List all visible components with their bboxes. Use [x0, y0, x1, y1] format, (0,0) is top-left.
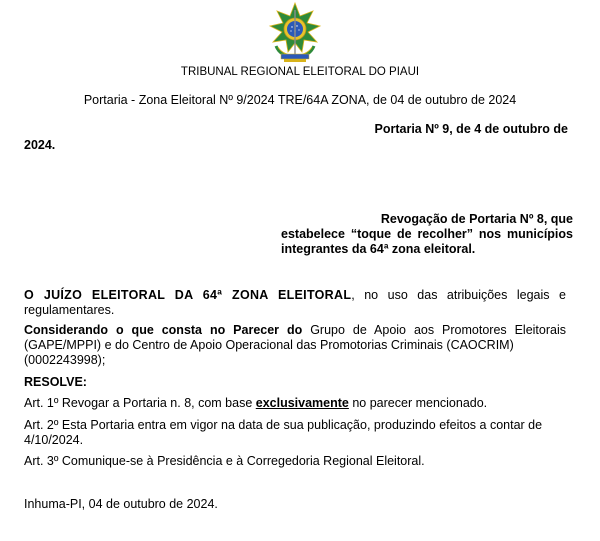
article-1-end: no parecer mencionado. [348, 396, 488, 410]
article-3: Art. 3º Comunique-se à Presidência e à Corregedoria Regional Eleitoral. [24, 454, 425, 468]
article-1 [24, 396, 487, 410]
preamble-bold: O JUÍZO ELEITORAL DA 64ª ZONA ELEITORAL [24, 288, 352, 302]
resolve-heading: RESOLVE: [24, 375, 87, 389]
ementa-line2: estabelece “toque de recolher” nos municípios [281, 227, 573, 241]
ementa-line3: integrantes da 64ª zona eleitoral. [281, 242, 476, 256]
considering-rest: Grupo de Apoio aos Promotores Eleitorais [302, 323, 566, 337]
article-1-start: Art. 1º Revogar a Portaria n. 8, com base [24, 396, 256, 410]
ordinance-title-line1: Portaria Nº 9, de 4 de outubro de [374, 122, 568, 136]
considering-line2: (GAPE/MPPI) e do Centro de Apoio Operacional das Promotorias Criminais (CAOCRIM) [24, 338, 514, 352]
document-subtitle: Portaria - Zona Eleitoral Nº 9/2024 TRE/64A ZONA, de 04 de outubro de 2024 [83, 93, 517, 107]
preamble-line2: regulamentares. [24, 303, 115, 317]
considering-bold: Considerando o que consta no Parecer do [24, 323, 303, 337]
article-2-line1: Art. 2º Esta Portaria entra em vigor na data de sua publicação, produzindo efeitos a contar de [24, 418, 543, 432]
article-2 [24, 418, 569, 448]
coat-of-arms-seal [262, 2, 328, 64]
institution-name: TRIBUNAL REGIONAL ELEITORAL DO PIAUI [180, 66, 420, 78]
ementa-block [281, 212, 573, 257]
ementa-line1: Revogação de Portaria Nº 8, que [380, 212, 573, 226]
ordinance-title-line2: 2024. [24, 138, 56, 152]
article-1-emphasis: exclusivamente [255, 396, 349, 410]
preamble-rest: , no uso das atribuições legais e [351, 288, 566, 302]
considering-line3: (0002243998); [24, 353, 106, 367]
considering-paragraph [24, 323, 566, 368]
preamble [24, 288, 566, 318]
place-and-date: Inhuma-PI, 04 de outubro de 2024. [24, 497, 218, 511]
article-2-line2: 4/10/2024. [24, 433, 84, 447]
